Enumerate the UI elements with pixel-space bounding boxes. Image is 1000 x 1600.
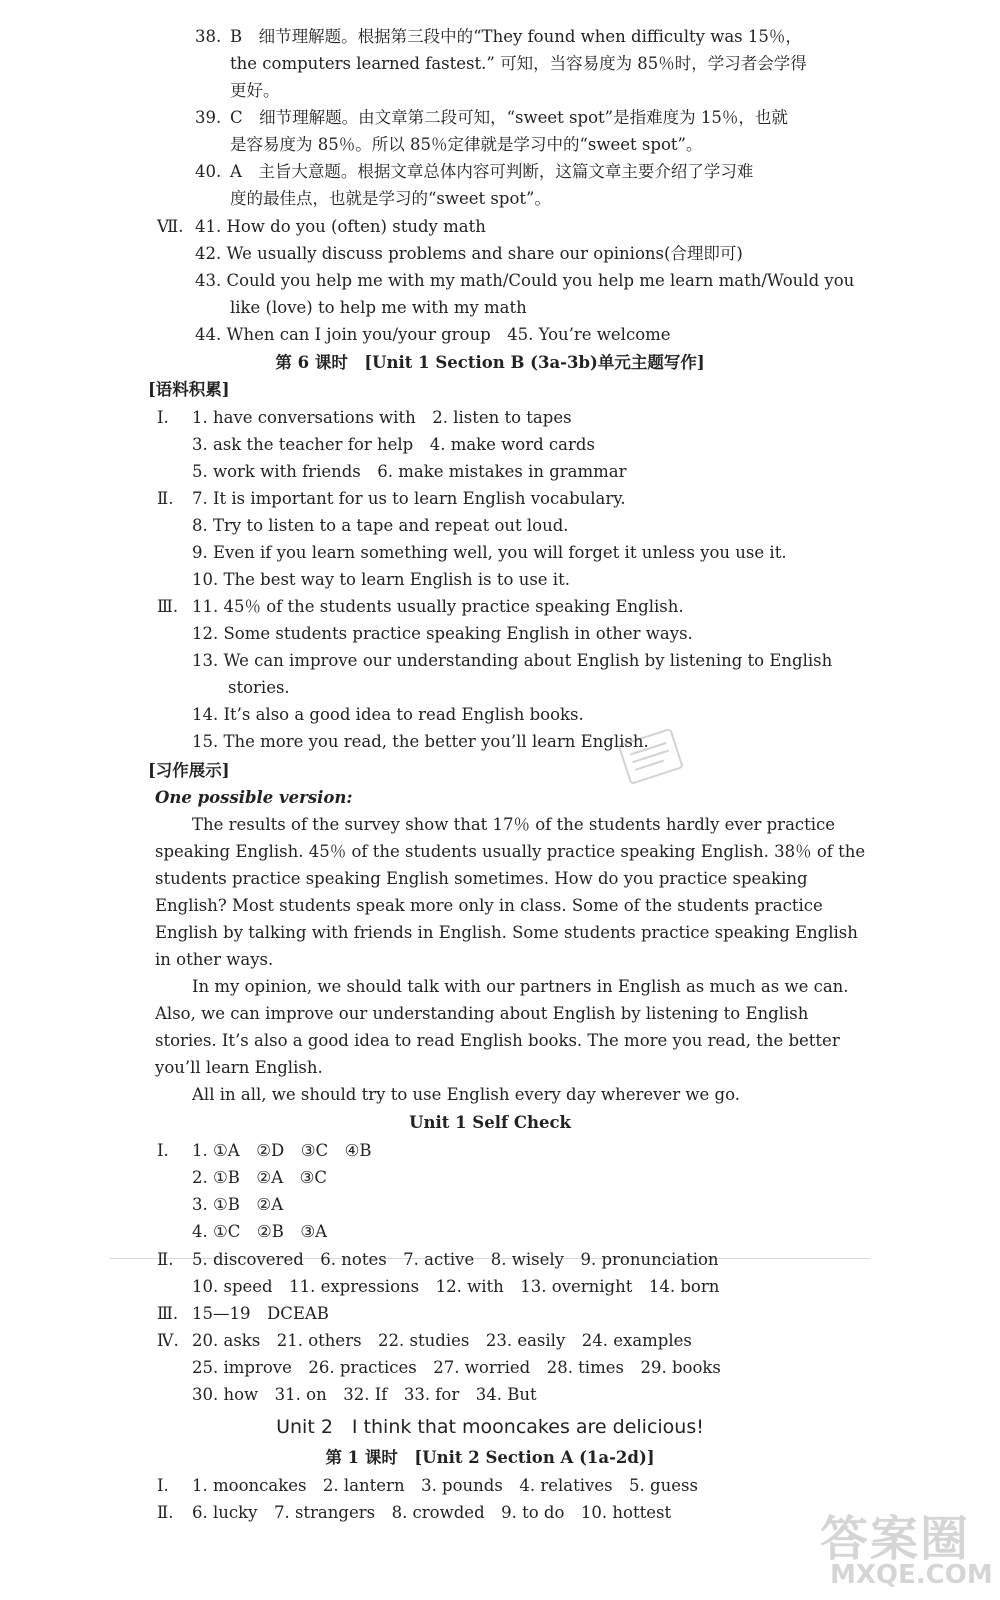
unit-2-ii-line: 6. lucky 7. strangers 8. crowded 9. to do 10. hottest — [192, 1503, 672, 1522]
item-40-text: A 主旨大意题。根据文章总体内容可判断，这篇文章主要介绍了学习难 — [230, 162, 754, 181]
yuliao-heading: [语料积累] — [148, 380, 230, 399]
item-40-number: 40. — [195, 162, 222, 181]
item-38-text: B 细节理解题。根据第三段中的“They found when difficulty was 15％， — [230, 27, 802, 46]
self-check-iii-line: 15—19 DCEAB — [192, 1304, 329, 1323]
essay-line: you’ll learn English. — [155, 1058, 323, 1077]
item-38-text-cont: 更好。 — [230, 81, 280, 100]
self-check-iv-line: 25. improve 26. practices 27. worried 28. times 29. books — [192, 1358, 721, 1377]
self-check-iii-roman: Ⅲ. — [157, 1304, 179, 1323]
site-watermark — [790, 1500, 993, 1595]
essay-line: Also, we can improve our understanding about English by listening to English — [155, 1004, 809, 1023]
yuliao-i-roman: Ⅰ. — [157, 408, 169, 427]
yuliao-ii-line: 9. Even if you learn something well, you will forget it unless you use it. — [192, 543, 787, 562]
section-vii-line: like (love) to help me with my math — [230, 298, 527, 317]
item-38-text-cont: the computers learned fastest.” 可知，当容易度为 85％时，学习者会学得 — [230, 54, 807, 73]
unit-2-title: Unit 2 I think that mooncakes are delicious! — [276, 1416, 704, 1438]
watermark-url-text: MXQE.COM — [830, 1560, 993, 1590]
unit-2-ii-roman: Ⅱ. — [157, 1503, 174, 1522]
section-vii-line: 41. How do you (often) study math — [195, 217, 486, 236]
self-check-i-line: 1. ①A ②D ③C ④B — [192, 1141, 372, 1160]
yuliao-i-line: 5. work with friends 6. make mistakes in grammar — [192, 462, 627, 481]
self-check-iv-roman: Ⅳ. — [157, 1331, 179, 1350]
item-40-text-cont: 度的最佳点，也就是学习的“sweet spot”。 — [230, 189, 551, 208]
yuliao-iii-line: 14. It’s also a good idea to read English books. — [192, 705, 584, 724]
unit-2-lesson-1-heading: 第 1 课时 [Unit 2 Section A (1a-2d)] — [325, 1448, 655, 1467]
item-39-text-cont: 是容易度为 85％。所以 85％定律就是学习中的“sweet spot”。 — [230, 135, 703, 154]
self-check-iv-line: 20. asks 21. others 22. studies 23. easily 24. examples — [192, 1331, 692, 1350]
self-check-ii-roman: Ⅱ. — [157, 1250, 174, 1269]
yuliao-iii-line: 13. We can improve our understanding about English by listening to English — [192, 651, 833, 670]
yuliao-iii-line: 15. The more you read, the better you’ll learn English. — [192, 732, 649, 751]
self-check-i-roman: Ⅰ. — [157, 1141, 169, 1160]
self-check-ii-line: 5. discovered 6. notes 7. active 8. wisely 9. pronunciation — [192, 1250, 719, 1269]
yuliao-ii-roman: Ⅱ. — [157, 489, 174, 508]
yuliao-iii-roman: Ⅲ. — [157, 597, 179, 616]
watermark-logo-text: 答案圈 — [820, 1511, 971, 1567]
self-check-heading: Unit 1 Self Check — [409, 1113, 571, 1132]
section-vii-line: 43. Could you help me with my math/Could you help me learn math/Would you — [195, 271, 855, 290]
self-check-ii-line: 10. speed 11. expressions 12. with 13. overnight 14. born — [192, 1277, 720, 1296]
yuliao-ii-line: 7. It is important for us to learn English vocabulary. — [192, 489, 626, 508]
xizuo-heading: [习作展示] — [148, 761, 230, 780]
essay-line: students practice speaking English sometimes. How do you practice speaking — [155, 869, 808, 888]
yuliao-iii-line: stories. — [228, 678, 290, 697]
item-38-number: 38. — [195, 27, 222, 46]
section-vii-roman: Ⅶ. — [157, 217, 184, 236]
essay-line: stories. It’s also a good idea to read English books. The more you read, the better — [155, 1031, 840, 1050]
item-39-number: 39. — [195, 108, 222, 127]
yuliao-ii-line: 10. The best way to learn English is to use it. — [192, 570, 570, 589]
unit-2-i-line: 1. mooncakes 2. lantern 3. pounds 4. relatives 5. guess — [192, 1476, 698, 1495]
essay-line: The results of the survey show that 17％ of the students hardly ever practice — [192, 815, 836, 834]
unit-2-i-roman: Ⅰ. — [157, 1476, 169, 1495]
yuliao-iii-line: 12. Some students practice speaking English in other ways. — [192, 624, 693, 643]
self-check-i-line: 4. ①C ②B ③A — [192, 1222, 328, 1241]
lesson-6-heading: 第 6 课时 [Unit 1 Section B (3a-3b)单元主题写作] — [275, 353, 705, 372]
self-check-i-line: 3. ①B ②A — [192, 1195, 284, 1214]
yuliao-i-line: 1. have conversations with 2. listen to tapes — [192, 408, 572, 427]
yuliao-i-line: 3. ask the teacher for help 4. make word cards — [192, 435, 595, 454]
self-check-iv-line: 30. how 31. on 32. If 33. for 34. But — [192, 1385, 537, 1404]
essay-line: All in all, we should try to use English every day wherever we go. — [192, 1085, 740, 1104]
yuliao-iii-line: 11. 45％ of the students usually practice speaking English. — [192, 597, 684, 616]
item-39-text: C 细节理解题。由文章第二段可知，“sweet spot”是指难度为 15％，也就 — [230, 108, 788, 127]
essay-line: in other ways. — [155, 950, 274, 969]
one-possible-version-label: One possible version: — [155, 788, 353, 807]
essay-line: English? Most students speak more only in class. Some of the students practice — [155, 896, 823, 915]
yuliao-ii-line: 8. Try to listen to a tape and repeat out loud. — [192, 516, 569, 535]
essay-line: speaking English. 45％ of the students usually practice speaking English. 38％ of the — [155, 842, 866, 861]
section-vii-line: 42. We usually discuss problems and share our opinions(合理即可) — [195, 244, 743, 263]
section-vii-line: 44. When can I join you/your group 45. You’re welcome — [195, 325, 671, 344]
self-check-i-line: 2. ①B ②A ③C — [192, 1168, 328, 1187]
essay-line: English by talking with friends in English. Some students practice speaking English — [155, 923, 858, 942]
essay-line: In my opinion, we should talk with our partners in English as much as we can. — [192, 977, 849, 996]
